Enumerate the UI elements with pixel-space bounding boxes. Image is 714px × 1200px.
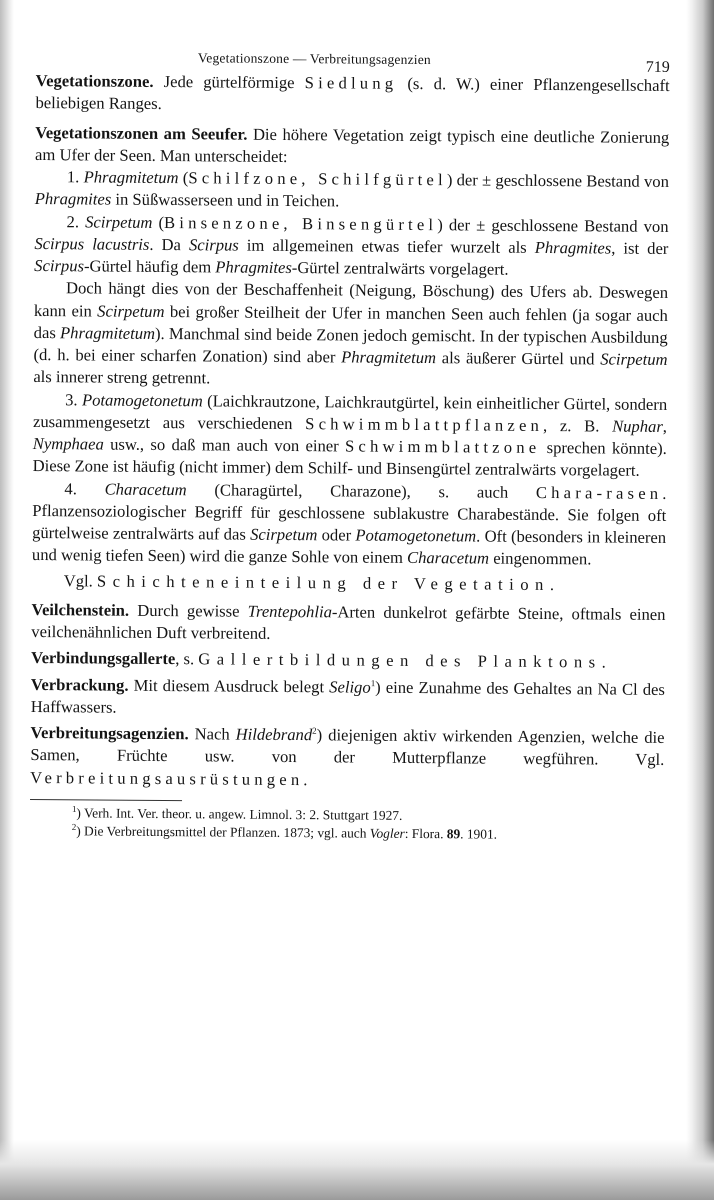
item-phragmitetum: 1. Phragmitetum (Schilfzone, Schilfgürtel) der ± geschlossene Bestand von Phragmites in Süßwasserseen und in Teichen.	[34, 167, 669, 211]
item-scirpetum: 2. Scirpetum (Binsenzone, Binsengürtel) der ± geschlossene Bestand von Scirpus lacustris. Da Scirpus im allgemeinen etwas tiefer wurzelt als Phragmites, ist der Scirpus-Gürtel häufig dem Phragmites-Gürtel zentralwärts vorgelagert.	[34, 211, 669, 279]
headword: Vegetationszone.	[35, 70, 154, 91]
entry-vegetationszonen-am-seeufer: Vegetationszonen am Seeufer. Die höhere Vegetation zeigt typisch eine deutliche Zonierung am Ufer der Seen. Man unterscheidet:	[35, 122, 670, 166]
page-edge-shadow-bottom	[0, 1140, 714, 1200]
headword: Veilchenstein.	[31, 599, 130, 620]
footnote-1: $^1$) Verh. Int. Ver. theor. u. angew. Limnol. 3: 2. Stuttgart 1927.	[71, 803, 403, 823]
headword: Verbindungsgallerte	[31, 648, 176, 669]
headword: Verbrackung.	[30, 674, 129, 695]
spaced-crossref: Siedlung	[304, 73, 398, 93]
headword: Vegetationszonen am Seeufer.	[35, 122, 248, 144]
entry-verbreitungsagenzien: Verbreitungsagenzien. Nach Hildebrand$^2$) diejenigen aktiv wirkenden Agenzien, welche die Samen, Früchte usw. von der Mutterpflanze wegführen. Vgl. Verbreitungsausrüstungen.	[30, 722, 665, 789]
item-potamogetonetum: 3. Potamogetonetum (Laichkrautzone, Laichkrautgürtel, kein einheitlicher Gürtel, sondern zusammengesetzt aus verschiedenen Schwimmblattpflanzen, z. B. Nuphar, Nymphaea usw., so daß man auch von einer Schwimmblattzone sprechen könnte). Diese Zone ist häufig (nicht immer) dem Schilf- und Binsengürtel zentralwärts vorgelagert.	[32, 389, 668, 481]
page-number: 719	[645, 58, 670, 76]
page-edge-shadow-left	[0, 0, 14, 1200]
headword: Verbreitungsagenzien.	[30, 722, 189, 744]
footnote-marker: 1	[370, 677, 376, 688]
page-edge-shadow-right	[686, 0, 714, 1200]
entry-verbrackung: Verbrackung. Mit diesem Ausdruck belegt Seligo$^1$) eine Zunahme des Gehaltes an Na Cl des Haffwassers.	[30, 674, 665, 717]
running-title: Vegetationszone — Verbreitungsagenzien	[197, 50, 431, 68]
item-characetum: 4. Characetum (Charagürtel, Charazone), s. auch Chara-rasen. Pflanzensoziologischer Begriff für geschlossene sublakustre Charabestände. Sie folgen oft gürtelweise zentralwärts auf das Scirpetum oder Potamogetonetum. Oft (besonders in kleineren und wenig tiefen Seen) wird die ganze Sohle von einem Characetum eingenommen.	[31, 478, 667, 569]
footnote-2: $^2$) Die Verbreitungsmittel der Pflanzen. 1873; vgl. auch Vogler: Flora. 89. 1901.	[71, 821, 498, 842]
footnote-rule	[30, 799, 182, 801]
page-text-block	[30, 40, 670, 845]
entry-vegetationszone: Vegetationszone. Jede gürtelförmige Siedlung (s. d. W.) einer Pflanzengesellschaft beliebigen Ranges.	[35, 70, 670, 114]
running-header	[36, 40, 670, 75]
vgl-crossref-line: Vgl. Schichteneinteilung der Vegetation.	[63, 570, 555, 594]
paragraph-beschaffenheit: Doch hängt dies von der Beschaffenheit (Neigung, Böschung) des Ufers ab. Deswegen kann ein Scirpetum bei großer Steilheit der Ufer in manchen Seen auch fehlen (ja sogar auch das Phragmitetum). Manchmal sind beide Zonen jedoch gemischt. In der typischen Ausbildung (d. h. bei einer scharfen Zonation) sind aber Phragmitetum als äußerer Gürtel und Scirpetum als innerer streng getrennt.	[33, 278, 669, 388]
footnote-marker: 2	[312, 725, 317, 736]
entry-veilchenstein: Veilchenstein. Durch gewisse Trentepohlia-Arten dunkelrot gefärbte Steine, oftmals einen veilchenähnlichen Duft verbreitend.	[31, 599, 666, 643]
entry-verbindungsgallerte: Verbindungsgallerte, s. Gallertbildungen des Planktons.	[31, 648, 606, 672]
